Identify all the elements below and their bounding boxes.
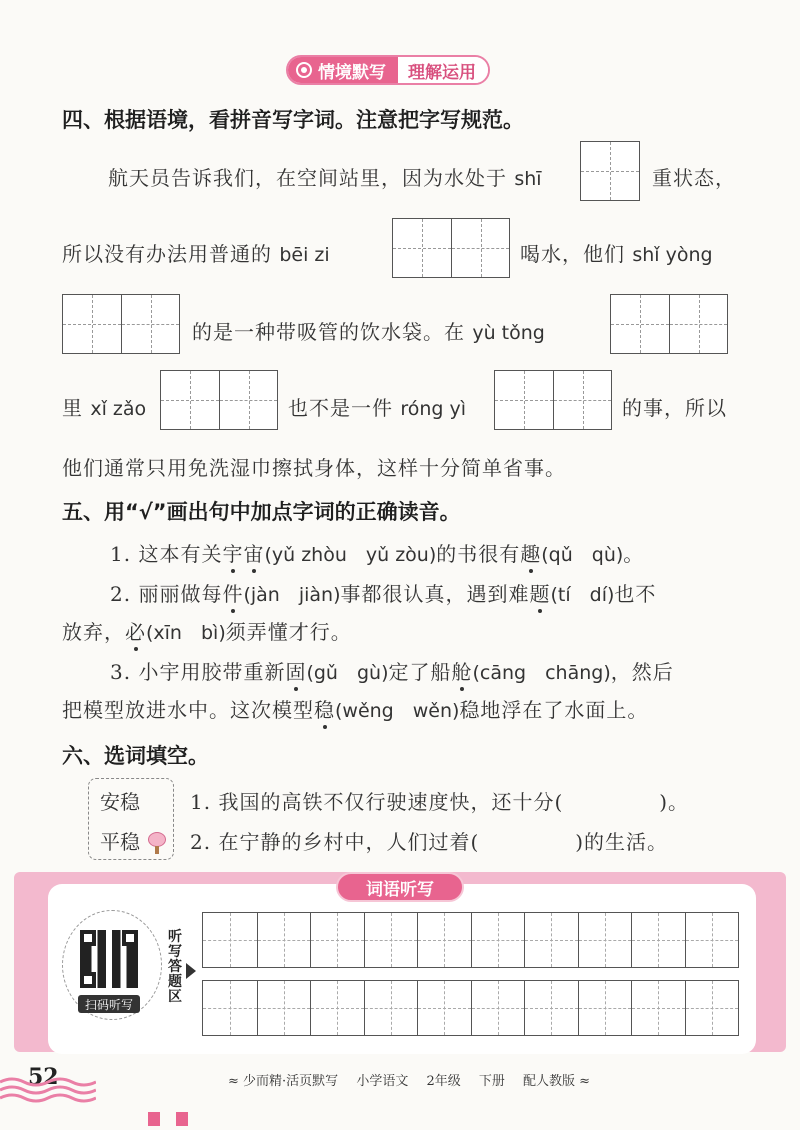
s4-l4c: 的事，所以 <box>622 396 727 420</box>
s5-q2-dotted-1: 件 <box>222 578 243 607</box>
s5-q3-line1 <box>110 656 674 685</box>
page-marker-2 <box>176 1112 188 1126</box>
s4-l4a: 里 <box>62 396 83 420</box>
s4-l1-pinyin: shī <box>514 168 542 190</box>
s4-l4-pinyin: xǐ zǎo <box>90 398 147 420</box>
footer-info <box>228 1070 604 1089</box>
s4-l1a: 航天员告诉我们，在空间站里，因为水处于 <box>108 166 507 190</box>
dictation-title: 词语听写 <box>336 872 464 902</box>
s4-line4 <box>62 392 146 421</box>
s6-q1-text-b: )。 <box>659 790 690 814</box>
page-number: 52 <box>28 1064 59 1090</box>
s5-q1-text-a: 1. 这本有关 <box>110 542 223 566</box>
s5-q3-text-a: 3. 小宇用胶带重新 <box>110 660 286 684</box>
banner-right-label: 理解运用 <box>398 57 488 83</box>
s5-q1-pinyin-1[interactable]: (yǔ zhòu yǔ zòu) <box>264 544 437 566</box>
answer-box-shiyong[interactable] <box>62 294 180 354</box>
answer-box-shi[interactable] <box>580 141 640 201</box>
s5-q2-text-e: 须弄懂才行。 <box>225 620 352 644</box>
s5-q2-dotted-2: 题 <box>530 578 551 607</box>
banner-left-label: 情境默写 <box>318 62 386 83</box>
banner-left <box>288 57 398 83</box>
s6-q2-text-b: )的生活。 <box>575 830 669 854</box>
answer-area-label: 听写答题区 <box>168 929 182 1005</box>
s5-q3-pinyin-1[interactable]: (gǔ gù) <box>306 662 389 684</box>
qr-corner-tl <box>80 930 96 946</box>
s5-q3-dotted-1: 固 <box>285 656 306 685</box>
s5-q2-line1 <box>110 578 656 607</box>
footer-edition: 配人教版 ≈ <box>523 1074 591 1089</box>
s5-q3-text-c: ，然后 <box>610 660 674 684</box>
s4-l3a: 的是一种带吸管的饮水袋。在 <box>192 320 465 344</box>
s4-l3-pinyin: yù tǒng <box>472 322 545 344</box>
s5-q2-pinyin-3[interactable]: (xīn bì) <box>146 622 226 644</box>
s5-q2-text-d: 放弃， <box>62 620 125 644</box>
s6-q1 <box>190 786 689 815</box>
s5-q3-pinyin-3[interactable]: (wěng wěn) <box>335 700 460 722</box>
s4-line2b <box>520 238 713 267</box>
dictation-grid-row-2[interactable] <box>202 980 739 1036</box>
s5-q2-pinyin-1[interactable]: (jàn jiàn) <box>243 584 341 606</box>
s5-q2-pinyin-2[interactable]: (tí dí) <box>550 584 615 606</box>
footer-term: 下册 <box>478 1074 505 1089</box>
s5-q3-dotted-3: 稳 <box>314 694 335 723</box>
s5-q2-line2 <box>62 616 352 645</box>
s4-line3 <box>192 316 545 345</box>
s4-line4b <box>288 392 466 421</box>
answer-box-yutong[interactable] <box>610 294 728 354</box>
s4-l4b: 也不是一件 <box>288 396 393 420</box>
arrow-right-icon <box>186 963 196 979</box>
s5-q3-text-e: 稳地浮在了水面上。 <box>459 698 649 722</box>
page-marker-1 <box>148 1112 160 1126</box>
qr-corner-bl <box>80 972 96 988</box>
qr-label: 扫码听写 <box>78 995 140 1013</box>
s6-q2 <box>190 826 668 855</box>
dictation-grid-row-1[interactable] <box>202 912 739 968</box>
flower-icon <box>296 62 312 78</box>
s6-q1-text-a: 1. 我国的高铁不仅行驶速度快，还十分( <box>190 790 564 814</box>
s4-l2-pinyin: bēi zi <box>279 244 330 266</box>
s5-q2-text-a: 2. 丽丽做每 <box>110 582 223 606</box>
s6-q2-text-a: 2. 在宁静的乡村中，人们过着( <box>190 830 480 854</box>
s4-line2 <box>62 238 330 267</box>
s5-q1-dotted-3: 趣 <box>520 538 541 567</box>
answer-box-beizi[interactable] <box>392 218 510 278</box>
s4-l2b: 喝水，他们 <box>520 242 625 266</box>
section5-heading: 五、用“√”画出句中加点字词的正确读音。 <box>62 500 461 524</box>
s5-q2-text-c: 也不 <box>614 582 657 606</box>
footer-subject: 小学语文 <box>356 1074 409 1089</box>
word-option-1: 安稳 <box>100 790 140 814</box>
s5-q3-pinyin-2[interactable]: (cāng chāng) <box>472 662 611 684</box>
s4-line1 <box>108 162 542 191</box>
s5-q1 <box>110 538 644 567</box>
s5-q1-text-c: 。 <box>623 542 645 566</box>
s5-q2-text-b: 事都很认真，遇到难 <box>340 582 530 606</box>
s5-q2-dotted-3: 必 <box>125 616 146 645</box>
s5-q1-dotted-1: 宇 <box>222 538 243 567</box>
answer-box-xizao[interactable] <box>160 370 278 430</box>
footer-series: ≈ 少而精·活页默写 <box>228 1074 339 1089</box>
s4-l1b: 重状态， <box>652 166 736 190</box>
section6-heading: 六、选词填空。 <box>62 744 209 768</box>
s4-l2a: 所以没有办法用普通的 <box>62 242 272 266</box>
s5-q3-line2 <box>62 694 648 723</box>
s5-q1-pinyin-2[interactable]: (qǔ qù) <box>541 544 624 566</box>
section4-heading: 四、根据语境，看拼音写字词。注意把字写规范。 <box>62 108 524 132</box>
s5-q1-text-b: 的书很有 <box>436 542 521 566</box>
wave-decoration-icon <box>0 1074 96 1104</box>
section-banner <box>286 55 490 85</box>
footer-grade: 2年级 <box>426 1074 461 1089</box>
word-option-2: 平稳 <box>100 830 140 854</box>
qr-corner-tr <box>122 930 138 946</box>
answer-box-rongyi[interactable] <box>494 370 612 430</box>
s5-q3-dotted-2: 舱 <box>451 656 472 685</box>
s4-l4-pinyin2: róng yì <box>400 398 467 420</box>
s4-l2-pinyin2: shǐ yòng <box>632 244 713 266</box>
s5-q3-text-b: 定了船 <box>388 660 452 684</box>
s5-q3-text-d: 把模型放进水中。这次模型 <box>62 698 314 722</box>
s4-line5: 他们通常只用免洗湿巾擦拭身体，这样十分简单省事。 <box>62 456 566 480</box>
s5-q1-dotted-2: 宙 <box>243 538 264 567</box>
tree-icon <box>148 832 166 854</box>
